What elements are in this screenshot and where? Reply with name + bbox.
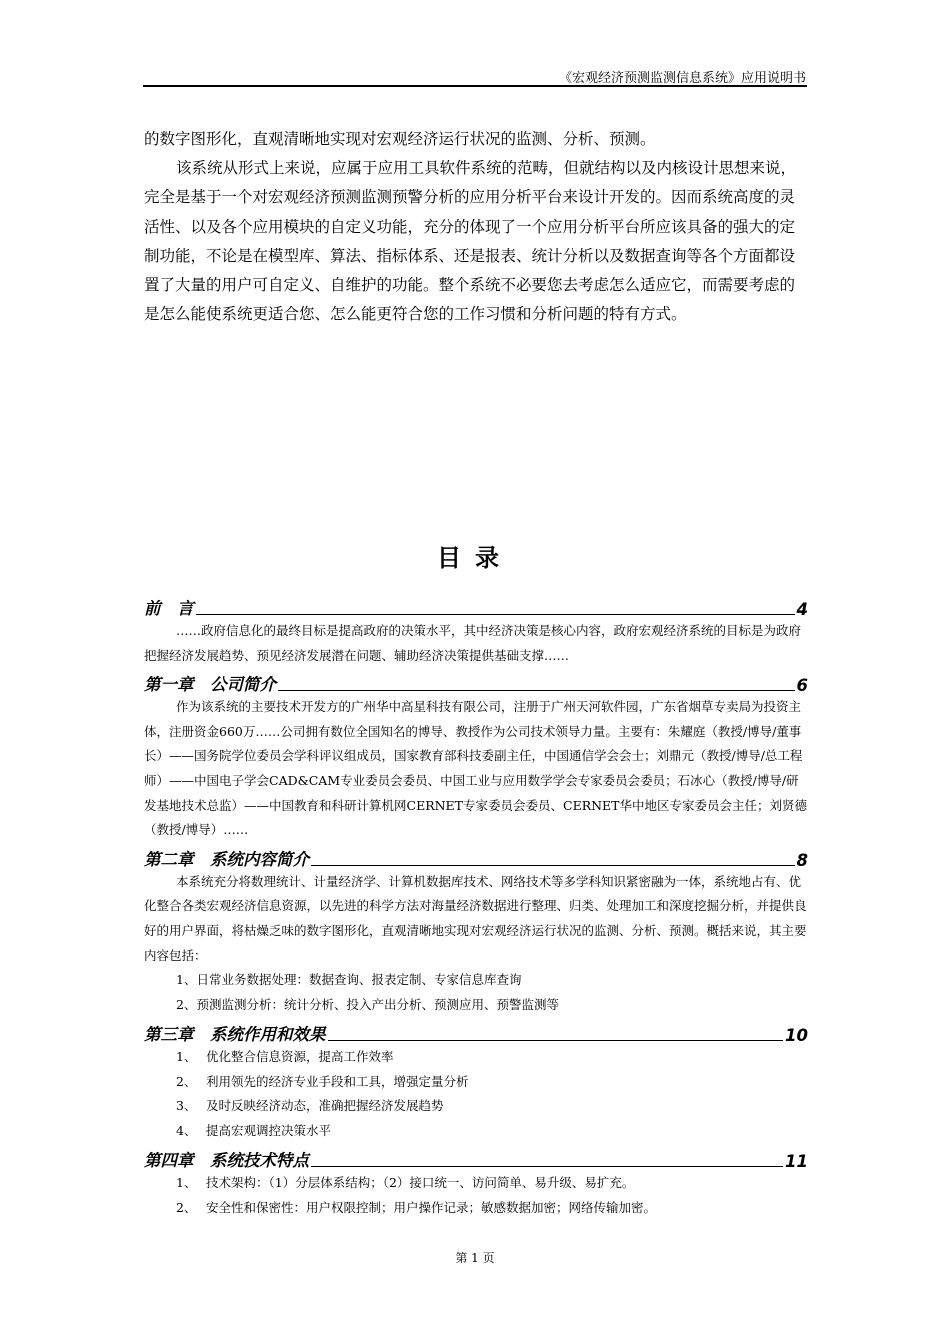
toc-entry-label: 第四章 系统技术特点 — [144, 1150, 309, 1170]
toc-entry-page: 8 — [796, 850, 808, 870]
toc-list-item: 3、 及时反映经济动态，准确把握经济发展趋势 — [176, 1098, 444, 1114]
toc-entry-label: 第一章 公司简介 — [144, 675, 276, 695]
toc-list-item: 2、 利用领先的经济专业手段和工具，增强定量分析 — [176, 1073, 469, 1089]
toc-entry-chapter-3[interactable] — [144, 1018, 808, 1045]
toc-entry-page: 6 — [796, 676, 808, 696]
toc-entry-page: 10 — [785, 1025, 808, 1045]
toc-entry-preface[interactable] — [144, 592, 808, 619]
running-header: 《宏观经济预测监测信息系统》应用说明书 — [558, 71, 806, 86]
toc-title: 目录 — [437, 544, 513, 572]
intro-text — [144, 125, 807, 329]
toc-list-item: 4、 提高宏观调控决策水平 — [176, 1123, 332, 1139]
toc-entry-label: 前 言 — [144, 599, 194, 618]
toc-list-item: 2、 安全性和保密性：用户权限控制；用户操作记录；敏感数据加密；网络传输加密。 — [176, 1199, 657, 1215]
toc-entry-chapter-2[interactable] — [144, 843, 808, 870]
toc-entry-page: 4 — [796, 600, 808, 619]
toc-entry-summary: ……政府信息化的最终目标是提高政府的决策水平，其中经济决策是核心内容，政府宏观经济系统的目标是为政府把握经济发展趋势、预见经济发展潜在问题、辅助经济决策提供基础支撑…… — [144, 623, 802, 663]
toc-leader-line — [311, 865, 795, 866]
paragraph-continued: 的数字图形化，直观清晰地实现对宏观经济运行状况的监测、分析、预测。 — [144, 130, 656, 148]
toc-list-item: 1、日常业务数据处理：数据查询、报表定制、专家信息库查询 — [176, 972, 522, 988]
table-of-contents — [144, 592, 808, 1221]
toc-leader-line — [328, 1040, 784, 1041]
toc-entry-label: 第三章 系统作用和效果 — [144, 1024, 326, 1044]
toc-list-item: 1、 技术架构：（1）分层体系结构；（2）接口统一、访问简单、易升级、易扩充。 — [176, 1174, 635, 1190]
toc-list-item: 1、 优化整合信息资源，提高工作效率 — [176, 1048, 394, 1064]
toc-leader-line — [196, 614, 795, 615]
toc-entry-chapter-4[interactable] — [144, 1144, 808, 1171]
paragraph-system-description: 该系统从形式上来说，应属于应用工具软件系统的范畴，但就结构以及内核设计思想来说，完全是基于一个对宏观经济预测监测预警分析的应用分析平台来设计开发的。因而系统高度的灵活性、以及各个应用模块的自定义功能，充分的体现了一个应用分析平台所应该具备的强大的定制功能，不论是在模型库、算法、指标体系、还是报表、统计分析以及数据查询等各个方面都设置了大量的用户可自定义、自维护的功能。整个系统不必要您去考虑怎么适应它，而需要考虑的是怎么能使系统更适合您、怎么能更符合您的工作习惯和分析问题的特有方式。 — [144, 159, 797, 324]
header-rule — [143, 85, 807, 87]
toc-list-item: 2、预测监测分析：统计分析、投入产出分析、预测应用、预警监测等 — [176, 996, 559, 1012]
toc-entry-summary: 本系统充分将数理统计、计量经济学、计算机数据库技术、网络技术等多学科知识紧密融为一体，系统地占有、优化整合各类宏观经济信息资源，以先进的科学方法对海量经济数据进行整理、归类、处理加工和深度挖掘分析，并提供良好的用户界面，将枯燥乏味的数字图形化，直观清晰地实现对宏观经济运行状况的监测、分析、预测。概括来说，其主要内容包括： — [144, 873, 807, 963]
toc-leader-line — [278, 690, 795, 691]
toc-entry-chapter-1[interactable] — [144, 668, 808, 695]
toc-entry-page: 11 — [785, 1151, 808, 1171]
toc-entry-summary: 作为该系统的主要技术开发方的广州华中高星科技有限公司，注册于广州天河软件园，广东省烟草专卖局为投资主体，注册资金660万……公司拥有数位全国知名的博导、教授作为公司技术领导力量。主要有：朱耀庭（教授/博导/董事长）——国务院学位委员会学科评议组成员，国家教育部科技委副主任，中国通信学会会士；刘鼎元（教授/博导/总工程师）——中国电子学会CAD&CAM专业委员会委员、中国工业与应用数学学会专家委员会委员；石冰心（教授/博导/研发基地技术总监）——中国教育和科研计算机网CERNET专家委员会委员、CERNET华中地区专家委员会主任；刘贤德（教授/博导）…… — [144, 699, 808, 838]
toc-leader-line — [311, 1166, 783, 1167]
page-number: 第 1 页 — [455, 1251, 495, 1265]
toc-entry-label: 第二章 系统内容简介 — [144, 849, 309, 869]
